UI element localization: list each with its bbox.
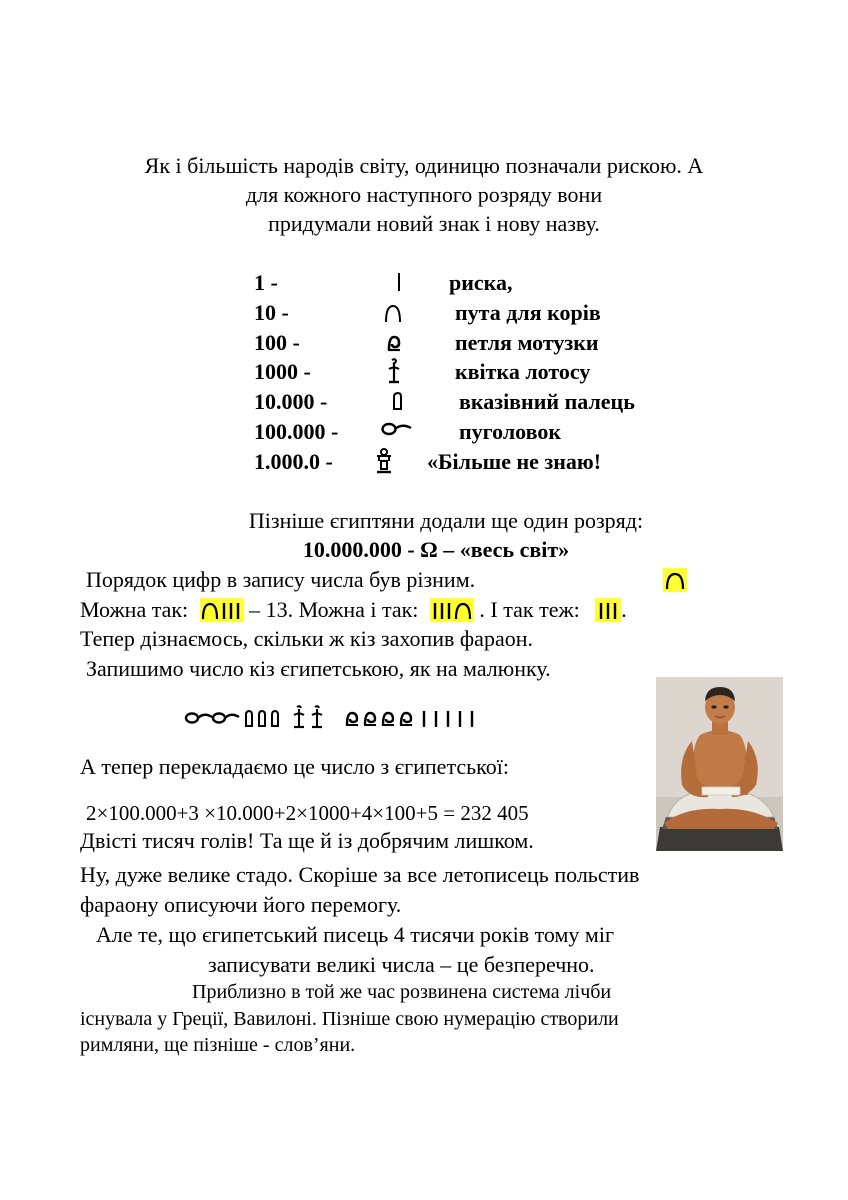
numeral-value-5: 10.000 -	[254, 389, 328, 414]
thirteen-glyph-reversed-icon	[430, 598, 474, 622]
numeral-value-7: 1.000.0 -	[254, 449, 333, 474]
finger-icon	[246, 711, 252, 726]
tadpole-icon	[213, 714, 239, 723]
tadpole-icon	[186, 714, 212, 723]
numeral-value-2: 10 -	[254, 300, 289, 325]
rope-coil-icon	[382, 713, 394, 725]
rope-coil-icon	[364, 713, 376, 725]
kneeling-god-icon	[374, 447, 394, 475]
lotus-flower-icon	[294, 706, 304, 727]
finger-icon	[390, 390, 404, 412]
translate-line-9: римляни, ще пізніше - слов’яни.	[80, 1034, 356, 1056]
translate-line-2: Двісті тисяч голів! Та ще й із добрячим лишком.	[80, 828, 534, 853]
formula: 2×100.000+3 ×10.000+2×1000+4×100+5 = 232 405	[86, 801, 529, 825]
lotus-flower-icon	[386, 357, 402, 385]
translate-line-3: Ну, дуже велике стадо. Скоріше за все летописець польстив	[80, 862, 640, 887]
numeral-name-4: квітка лотосу	[455, 359, 591, 384]
highlight-box	[595, 598, 621, 622]
heel-bone-icon	[384, 303, 402, 323]
order-line-3: Тепер дізнаємось, скільки ж кіз захопив фараон.	[80, 626, 533, 651]
translate-line-8: існувала у Греції, Вавилоні. Пізніше свою нумерацію створили	[80, 1008, 619, 1030]
egyptian-number-glyphs	[184, 705, 494, 731]
tadpole-icon	[380, 420, 414, 438]
later-line-1: Пізніше єгиптяни додали ще один розряд:	[248, 508, 644, 533]
stroke-icon	[394, 271, 404, 293]
translate-line-6: записувати великі числа – це безперечно.	[208, 952, 595, 977]
numeral-value-1: 1 -	[254, 270, 278, 295]
translate-line-1: А тепер перекладаємо це число з єгипетської:	[80, 754, 509, 779]
highlight-box	[200, 598, 244, 622]
numeral-name-6: пуголовок	[459, 419, 562, 444]
order-text-c: . І так теж:	[479, 597, 580, 622]
intro-line-2: для кожного наступного розряду вони	[245, 182, 603, 207]
lotus-flower-icon	[312, 706, 322, 727]
numeral-name-3: петля мотузки	[455, 330, 599, 355]
numeral-value-4: 1000 -	[254, 359, 311, 384]
heel-bone-icon	[663, 568, 687, 592]
later-line-2: 10.000.000 - Ω – «весь світ»	[302, 537, 570, 562]
order-text-a: Можна так:	[80, 597, 189, 622]
numeral-name-2: пута для корів	[455, 300, 601, 325]
highlight-box	[430, 598, 474, 622]
highlight-box	[663, 568, 687, 592]
translate-line-4: фараону описуючи його перемогу.	[80, 892, 402, 917]
rope-coil-icon	[400, 713, 412, 725]
finger-icon	[259, 711, 265, 726]
translate-line-7: Приблизно в той же час розвинена система лічби	[192, 981, 612, 1003]
numeral-name-5: вказівний палець	[459, 389, 635, 414]
finger-icon	[272, 711, 278, 726]
rope-coil-icon	[346, 713, 358, 725]
rope-coil-icon	[385, 331, 403, 353]
intro-line-3: придумали новий знак і нову назву.	[268, 211, 600, 236]
order-line-2: Можна так: – 13. Можна і так: . І так теж: .	[80, 597, 627, 622]
order-text-b: – 13. Можна і так:	[249, 597, 419, 622]
numeral-value-3: 100 -	[254, 330, 300, 355]
numeral-name-1: риска,	[449, 270, 513, 295]
intro-line-1: Як і більшість народів світу, одиницю позначали рискою. А	[144, 153, 704, 178]
order-line-4: Запишимо число кіз єгипетською, як на малюнку.	[86, 656, 551, 681]
seated-scribe-image	[656, 677, 783, 851]
numeral-name-7: «Більше не знаю!	[427, 449, 602, 474]
numeral-value-6: 100.000 -	[254, 419, 339, 444]
translate-line-5: Але те, що єгипетський писець 4 тисячи років тому міг	[96, 922, 614, 947]
three-strokes-icon	[595, 598, 621, 622]
order-line-1: Порядок цифр в запису числа був різним.	[86, 567, 476, 592]
thirteen-glyph-icon	[200, 598, 244, 622]
